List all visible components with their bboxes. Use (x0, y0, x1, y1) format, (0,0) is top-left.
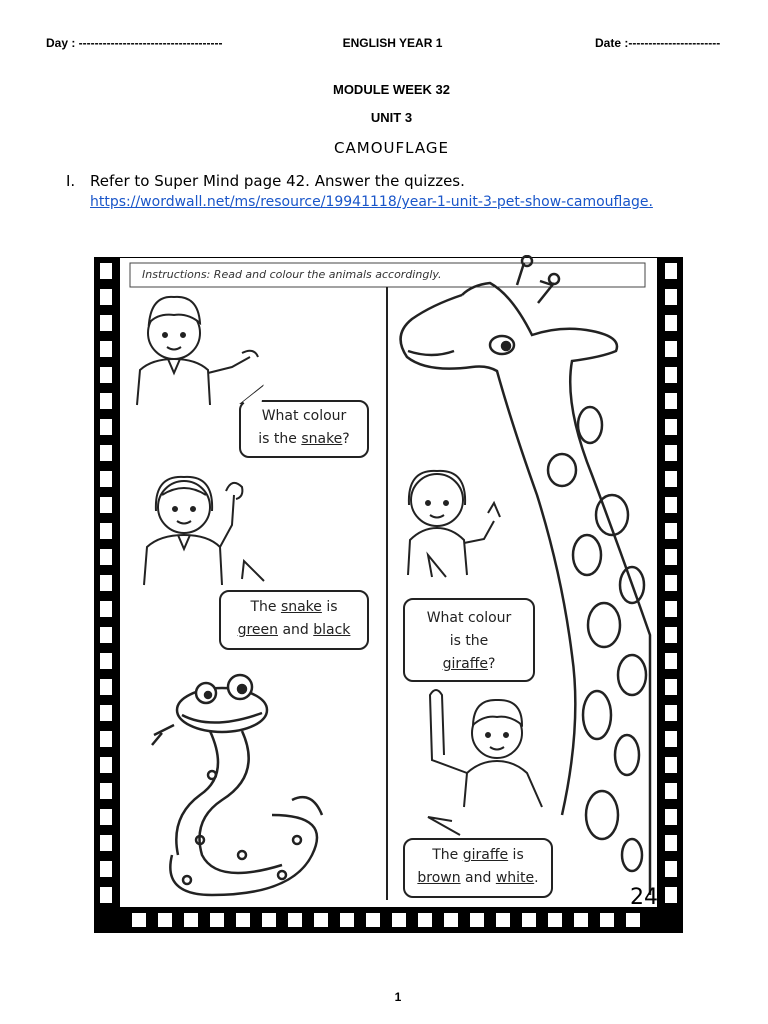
film-perforation (262, 913, 276, 927)
film-perforation (626, 913, 640, 927)
topic-title: CAMOUFLAGE (334, 139, 449, 157)
film-perforation (665, 601, 677, 617)
film-perforation (100, 783, 112, 799)
film-perforation (574, 913, 588, 927)
film-perforation (100, 627, 112, 643)
film-perforation (100, 705, 112, 721)
worksheet-instructions: Instructions: Read and colour the animals accordingly. (142, 268, 442, 281)
film-perforation (210, 913, 224, 927)
film-perforation (665, 705, 677, 721)
film-perforation (100, 887, 112, 903)
date-field: Date :----------------------- (595, 36, 721, 50)
film-perforation (100, 809, 112, 825)
film-perforation (100, 471, 112, 487)
film-perforation (236, 913, 250, 927)
film-perforation (314, 913, 328, 927)
film-perforation (100, 757, 112, 773)
film-perforation (665, 497, 677, 513)
film-perforation (665, 861, 677, 877)
film-perforation (100, 679, 112, 695)
film-perforation (496, 913, 510, 927)
film-perforation (548, 913, 562, 927)
task-text: Refer to Super Mind page 42. Answer the quizzes. (90, 172, 465, 190)
film-perforation (340, 913, 354, 927)
film-perforation (366, 913, 380, 927)
film-perforation (100, 445, 112, 461)
film-perforation (665, 263, 677, 279)
film-perforation (100, 315, 112, 331)
film-perforation (665, 575, 677, 591)
film-perforation (100, 341, 112, 357)
film-perforation (100, 835, 112, 851)
film-perforation (184, 913, 198, 927)
film-perforation (665, 549, 677, 565)
film-perforation (100, 653, 112, 669)
film-perforation (665, 445, 677, 461)
film-perforation (665, 471, 677, 487)
film-perforation (418, 913, 432, 927)
film-perforation (100, 393, 112, 409)
film-perforation (665, 289, 677, 305)
bubble-answer-giraffe: The giraffe is brown and white. (417, 847, 539, 886)
unit-title: UNIT 3 (370, 110, 413, 125)
film-perforation (665, 809, 677, 825)
film-perforation (665, 679, 677, 695)
film-perforation (100, 731, 112, 747)
film-perforation (665, 523, 677, 539)
day-field: Day : ------------------------------------ (46, 36, 223, 50)
film-perforation (100, 601, 112, 617)
film-perforation (100, 289, 112, 305)
film-perforation (665, 835, 677, 851)
film-perforation (665, 783, 677, 799)
film-perforation (288, 913, 302, 927)
film-perforation (665, 757, 677, 773)
film-perforation (100, 575, 112, 591)
bubble-answer-snake: The snake is green and black (237, 599, 351, 638)
film-perforation (665, 887, 677, 903)
film-perforation (522, 913, 536, 927)
bubble-question-giraffe: What colour is the giraffe? (426, 610, 512, 672)
film-perforation (100, 419, 112, 435)
task-number: I. (66, 172, 76, 190)
film-perforation (158, 913, 172, 927)
film-perforation (665, 393, 677, 409)
film-perforation (392, 913, 406, 927)
film-perforation (665, 315, 677, 331)
film-perforation (100, 367, 112, 383)
film-perforation (470, 913, 484, 927)
worksheet-image (92, 255, 685, 935)
bubble-question-snake: What colour is the snake? (258, 408, 350, 447)
film-perforation (100, 861, 112, 877)
film-perforation (444, 913, 458, 927)
subject-title: ENGLISH YEAR 1 (342, 36, 443, 50)
module-title: MODULE WEEK 32 (332, 82, 450, 97)
worksheet-drawing (92, 255, 685, 935)
film-perforation (665, 627, 677, 643)
film-perforation (100, 263, 112, 279)
film-perforation (100, 549, 112, 565)
film-perforation (665, 367, 677, 383)
film-perforation (665, 731, 677, 747)
film-perforation (665, 653, 677, 669)
film-perforation (665, 419, 677, 435)
film-perforation (100, 523, 112, 539)
film-perforation (100, 497, 112, 513)
film-perforation (600, 913, 614, 927)
page-number: 1 (394, 990, 402, 1004)
worksheet-page-number: 24 (630, 885, 658, 910)
wordwall-link[interactable]: https://wordwall.net/ms/resource/19941118/year-1-unit-3-pet-show-camouflage. (90, 194, 653, 210)
film-perforation (132, 913, 146, 927)
film-perforation (665, 341, 677, 357)
